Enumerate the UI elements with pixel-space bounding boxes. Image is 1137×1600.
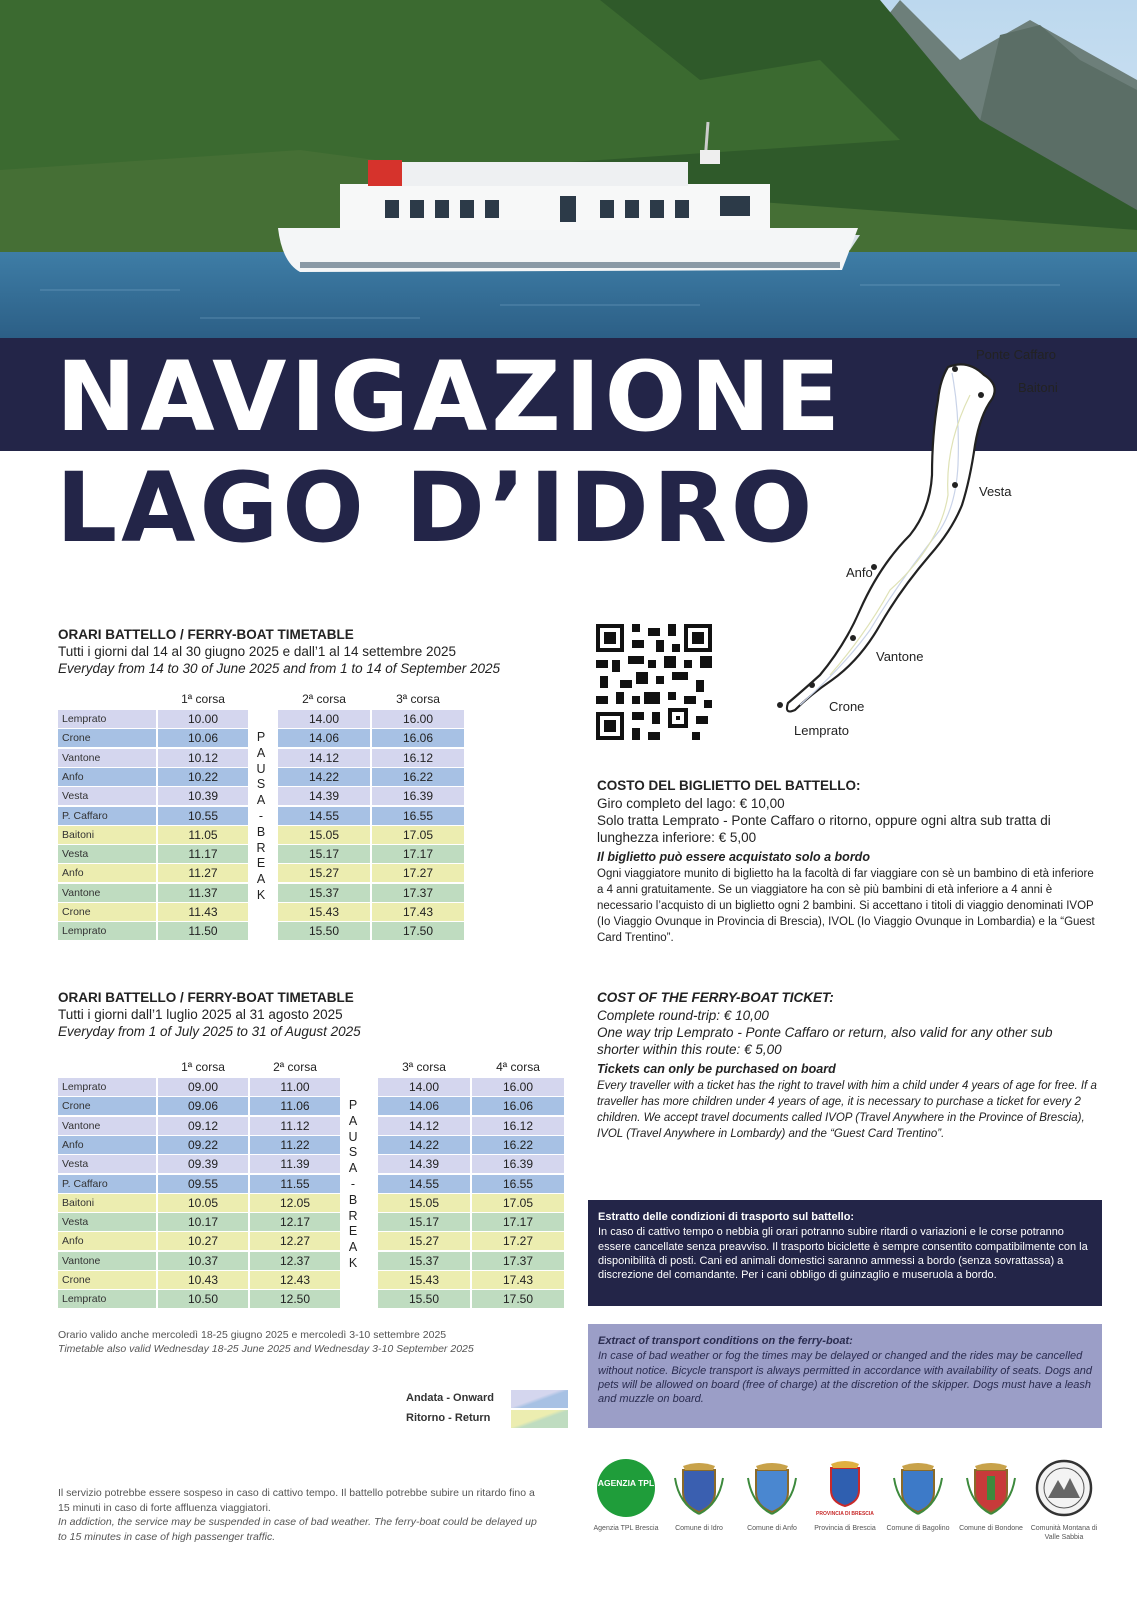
stop-name: Vesta [58,845,156,863]
cost-en-line2: One way trip Lemprato - Ponte Caffaro or return, also valid for any other sub shorter within this route: € 5,00 [597,1025,1053,1057]
logo-caption: Provincia di Brescia [814,1525,876,1532]
departure-time: 10.17 [158,1213,248,1231]
timetable1-heading: ORARI BATTELLO / FERRY-BOAT TIMETABLE [58,627,354,642]
stop-name: Lemprato [58,710,156,728]
map-label-baitoni: Baitoni [1018,380,1058,395]
table-row [58,903,468,921]
map-label-lemprato: Lemprato [794,723,849,738]
logo-comunita-montana [1029,1458,1099,1542]
map-label-vantone: Vantone [876,649,924,664]
table-row [58,1155,568,1173]
timetable2-heading-block [58,989,361,1040]
logo-comune-anfo [737,1458,807,1533]
pausa-break-label [254,730,268,904]
conditions-en-box [588,1324,1102,1428]
pausa-letter: U [256,761,266,776]
cost-en-board: Tickets can only be purchased on board [597,1062,836,1076]
map-label-anfo: Anfo [846,565,873,580]
departure-time: 12.43 [250,1271,340,1289]
stop-name: Crone [58,729,156,747]
map-label-vesta: Vesta [979,484,1012,499]
departure-time: 17.50 [472,1290,564,1308]
conditions-it-box [588,1200,1102,1306]
table-row [58,1252,568,1270]
map-label-ponte-caffaro: Ponte Caffaro [976,347,1056,362]
departure-time: 15.37 [378,1252,470,1270]
departure-time: 11.39 [250,1155,340,1173]
timetable1-period-en: Everyday from 14 to 30 of June 2025 and from 1 to 14 of September 2025 [58,661,501,676]
qr-code-icon[interactable] [596,624,712,740]
departure-time: 09.00 [158,1078,248,1096]
departure-time: 17.17 [472,1213,564,1231]
departure-time: 14.00 [378,1078,470,1096]
logo-caption: Comune di Bagolino [886,1525,950,1532]
departure-time: 12.27 [250,1232,340,1250]
lake-outline [770,355,1110,745]
departure-time: 09.39 [158,1155,248,1173]
cost-it-body: Ogni viaggiatore munito di biglietto ha la facoltà di far viaggiare con sè un bambino di età inferiore a 4 anni gratuitamente. Se un viaggiatore ha con sè più bambini di età inferiore a 4 anni è necessario l’acquisto di un biglietto ogni 2 bambini. Si accettano i titoli di viaggio denominati IVOP (Io Viaggio Ovunque in Provincia di Brescia), IVOL (Io Viaggio Ovunque in Lombardia) e la “Guest Card Trentino”. [597,868,1095,944]
departure-time: 09.12 [158,1117,248,1135]
departure-time: 10.43 [158,1271,248,1289]
departure-time: 15.27 [378,1232,470,1250]
departure-time: 16.55 [372,807,464,825]
pausa-letter: A [256,872,266,887]
logo-comune-idro [664,1458,734,1533]
departure-time: 10.55 [158,807,248,825]
timetable2-note-en: Timetable also valid Wednesday 18-25 June 2025 and Wednesday 3-10 September 2025 [58,1343,474,1355]
stop-name: Lemprato [58,1290,156,1308]
departure-time: 10.12 [158,749,248,767]
table-row [58,922,468,940]
departure-time: 11.06 [250,1097,340,1115]
departure-time: 15.05 [378,1194,470,1212]
table-row [58,1136,568,1154]
departure-time: 17.05 [372,826,464,844]
table-row [58,1078,568,1096]
pausa-letter: K [348,1255,358,1270]
timetable1-period-it: Tutti i giorni dal 14 al 30 giugno 2025 e dall’1 al 14 settembre 2025 [58,644,457,659]
departure-time: 12.17 [250,1213,340,1231]
agency-badge-text: AGENZIA TPL [597,1478,655,1488]
departure-time: 10.50 [158,1290,248,1308]
pausa-letter: E [256,856,266,871]
departure-time: 16.00 [472,1078,564,1096]
column-header: 2ª corsa [302,692,346,706]
column-header: 1ª corsa [181,1060,225,1074]
provincia-badge-text: PROVINCIA DI BRESCIA [816,1511,874,1517]
departure-time: 11.00 [250,1078,340,1096]
table-row [58,1232,568,1250]
departure-time: 14.39 [378,1155,470,1173]
table-row [58,1175,568,1193]
hero-photo [0,0,1137,338]
cost-en-block [597,989,1097,1142]
departure-time: 17.43 [372,903,464,921]
departure-time: 15.37 [278,884,370,902]
departure-time: 17.05 [472,1194,564,1212]
pausa-letter: U [348,1129,358,1144]
departure-time: 14.39 [278,787,370,805]
seal-icon [1034,1458,1094,1518]
title-line2: LAGO D’IDRO [56,452,817,564]
map-label-crone: Crone [829,699,865,714]
agency-logo-icon [596,1458,656,1518]
cost-it-heading: COSTO DEL BIGLIETTO DEL BATTELLO: [597,778,861,793]
departure-time: 16.12 [472,1117,564,1135]
departure-time: 14.22 [278,768,370,786]
departure-time: 14.00 [278,710,370,728]
crest-icon [888,1458,948,1518]
pausa-letter: - [350,1176,356,1191]
conditions-en-body: In case of bad weather or fog the times may be delayed or changed and the rides may be cancelled without notice. Bicycle transport is always permitted in accordance with availability of seats. Dogs and pets will be allowed on board (free of charge) at the discretion of the skipper. Dogs must have a leash and muzzle on board. [598,1350,1093,1406]
departure-time: 11.17 [158,845,248,863]
crest-icon [669,1458,729,1518]
stop-name: Crone [58,1271,156,1289]
pausa-letter: E [348,1224,358,1239]
departure-time: 17.17 [372,845,464,863]
departure-time: 16.55 [472,1175,564,1193]
stop-name: Lemprato [58,922,156,940]
stop-name: Anfo [58,1232,156,1250]
departure-time: 12.37 [250,1252,340,1270]
departure-time: 10.06 [158,729,248,747]
departure-time: 15.17 [278,845,370,863]
pausa-letter: A [348,1161,358,1176]
departure-time: 17.37 [372,884,464,902]
departure-time: 14.12 [378,1117,470,1135]
stop-name: Vesta [58,787,156,805]
service-note [58,1486,538,1544]
pausa-letter: A [256,745,266,760]
stop-name: Vantone [58,1252,156,1270]
logo-agenzia-tpl [591,1458,661,1533]
crest-icon [742,1458,802,1518]
logo-provincia-brescia [810,1458,880,1533]
pausa-letter: A [348,1240,358,1255]
departure-time: 15.27 [278,864,370,882]
departure-time: 17.43 [472,1271,564,1289]
departure-time: 14.22 [378,1136,470,1154]
pausa-letter: R [256,840,266,855]
stop-name: Vesta [58,1155,156,1173]
table-row [58,1097,568,1115]
departure-time: 16.00 [372,710,464,728]
stop-name: Baitoni [58,826,156,844]
departure-time: 14.12 [278,749,370,767]
departure-time: 10.00 [158,710,248,728]
logo-caption: Agenzia TPL Brescia [593,1525,659,1532]
timetable1 [58,692,478,952]
pausa-letter: S [348,1145,358,1160]
title-line1: NAVIGAZIONE [56,341,845,453]
stop-name: Vesta [58,1213,156,1231]
departure-time: 16.22 [372,768,464,786]
logo-comune-bondone [956,1458,1026,1533]
departure-time: 17.50 [372,922,464,940]
crest-icon [815,1458,875,1518]
departure-time: 17.37 [472,1252,564,1270]
departure-time: 09.06 [158,1097,248,1115]
departure-time: 15.05 [278,826,370,844]
departure-time: 12.50 [250,1290,340,1308]
cost-en-line1: Complete round-trip: € 10,00 [597,1008,769,1023]
departure-time: 15.17 [378,1213,470,1231]
conditions-en-heading: Extract of transport conditions on the ferry-boat: [598,1335,853,1347]
departure-time: 15.50 [378,1290,470,1308]
departure-time: 15.43 [278,903,370,921]
logo-caption: Comune di Bondone [959,1525,1023,1532]
stop-name: Vantone [58,884,156,902]
service-note-en: In addiction, the service may be suspended in case of bad weather. The ferry-boat could be delayed up to 15 minutes in case of high passenger traffic. [58,1516,537,1543]
column-header: 1ª corsa [181,692,225,706]
stop-name: Vantone [58,749,156,767]
departure-time: 10.39 [158,787,248,805]
table-row [58,1271,568,1289]
pausa-letter: - [258,808,264,823]
departure-time: 17.27 [472,1232,564,1250]
departure-time: 10.37 [158,1252,248,1270]
table-row [58,1194,568,1212]
service-note-it: Il servizio potrebbe essere sospeso in caso di cattivo tempo. Il battello potrebbe subire un ritardo fino a 15 minuti in caso di forte affluenza viaggiatori. [58,1487,535,1514]
cost-en-body: Every traveller with a ticket has the right to travel with him a child under 4 years of age for free. If a traveller has more children under 4 years of age, it is necessary to purchase a ticket for every 2 children. We accept travel documents called IVOP (Travel Anywhere in the Province of Brescia), IVOL (Travel Anywhere in Lombardy) and the “Guest Card Trentino”. [597,1080,1097,1140]
pausa-letter: P [256,730,266,744]
cost-it-line2: Solo tratta Lemprato - Ponte Caffaro o ritorno, oppure ogni altra sub tratta di lunghezza inferiore: € 5,00 [597,813,1051,845]
legend-return-label: Ritorno - Return [406,1412,491,1424]
departure-time: 16.06 [472,1097,564,1115]
column-header: 2ª corsa [273,1060,317,1074]
conditions-it-heading: Estratto delle condizioni di trasporto sul battello: [598,1211,855,1223]
table-row [58,1213,568,1231]
stop-name: Crone [58,903,156,921]
stop-name: Crone [58,1097,156,1115]
pausa-letter: K [256,887,266,902]
logo-comune-bagolino [883,1458,953,1533]
column-header: 3ª corsa [396,692,440,706]
pausa-letter: B [256,824,266,839]
stop-name: Anfo [58,864,156,882]
logo-caption: Comunità Montana di Valle Sabbia [1030,1525,1098,1541]
departure-time: 17.27 [372,864,464,882]
legend-return-swatch [511,1410,568,1428]
pausa-letter: A [348,1113,358,1128]
stop-name: Vantone [58,1117,156,1135]
departure-time: 14.55 [378,1175,470,1193]
stop-name: P. Caffaro [58,807,156,825]
table-row [58,1290,568,1308]
departure-time: 14.06 [378,1097,470,1115]
pausa-letter: R [348,1208,358,1223]
departure-time: 16.39 [372,787,464,805]
logo-caption: Comune di Idro [675,1525,723,1532]
departure-time: 11.12 [250,1117,340,1135]
stop-name: Anfo [58,1136,156,1154]
pausa-letter: P [348,1098,358,1112]
departure-time: 15.50 [278,922,370,940]
departure-time: 11.55 [250,1175,340,1193]
departure-time: 14.06 [278,729,370,747]
stop-name: Lemprato [58,1078,156,1096]
logo-caption: Comune di Anfo [747,1525,797,1532]
cost-it-line1: Giro completo del lago: € 10,00 [597,796,785,811]
departure-time: 10.27 [158,1232,248,1250]
lake-map [770,347,1110,745]
table-row [58,710,468,728]
departure-time: 11.50 [158,922,248,940]
stop-name: P. Caffaro [58,1175,156,1193]
cost-en-heading: COST OF THE FERRY-BOAT TICKET: [597,990,834,1005]
departure-time: 12.05 [250,1194,340,1212]
timetable2-period-en: Everyday from 1 of July 2025 to 31 of August 2025 [58,1024,361,1039]
departure-time: 09.55 [158,1175,248,1193]
departure-time: 14.55 [278,807,370,825]
legend-onward-label: Andata - Onward [406,1392,495,1404]
timetable2-period-it: Tutti i giorni dall’1 luglio 2025 al 31 agosto 2025 [58,1007,343,1022]
departure-time: 16.06 [372,729,464,747]
timetable2-notes [58,1328,474,1356]
column-header: 3ª corsa [402,1060,446,1074]
pausa-letter: B [348,1192,358,1207]
pausa-letter: A [256,793,266,808]
departure-time: 15.43 [378,1271,470,1289]
cost-it-board: Il biglietto può essere acquistato solo a bordo [597,850,870,864]
departure-time: 11.22 [250,1136,340,1154]
ferry-photo-illustration [0,0,1137,338]
legend-onward-swatch [511,1390,568,1408]
crest-icon [961,1458,1021,1518]
table-row [58,1117,568,1135]
departure-time: 10.22 [158,768,248,786]
pausa-letter: S [256,777,266,792]
departure-time: 16.12 [372,749,464,767]
timetable2-heading: ORARI BATTELLO / FERRY-BOAT TIMETABLE [58,990,354,1005]
stop-name: Anfo [58,768,156,786]
departure-time: 11.27 [158,864,248,882]
departure-time: 10.05 [158,1194,248,1212]
departure-time: 09.22 [158,1136,248,1154]
stop-name: Baitoni [58,1194,156,1212]
departure-time: 16.22 [472,1136,564,1154]
timetable2-note-it: Orario valido anche mercoledì 18-25 giugno 2025 e mercoledì 3-10 settembre 2025 [58,1329,447,1341]
departure-time: 11.43 [158,903,248,921]
timetable2 [58,1060,578,1320]
departure-time: 11.05 [158,826,248,844]
departure-time: 16.39 [472,1155,564,1173]
departure-time: 11.37 [158,884,248,902]
pausa-break-label [346,1098,360,1272]
conditions-it-body: In caso di cattivo tempo o nebbia gli orari potranno subire ritardi o variazioni e le corse potranno essere cancellate senza preavviso. Il trasporto biciclette è sempre consentito compatibilmente con la disponibilità di posti. Cani ed animali domestici saranno ammessi a bordo (senza sovrattassa) a discrezione del comandante. Per i cani obbligo di guinzaglio e museruola a bordo. [598,1226,1088,1282]
timetable1-heading-block [58,626,500,677]
cost-it-block [597,777,1097,946]
column-header: 4ª corsa [496,1060,540,1074]
